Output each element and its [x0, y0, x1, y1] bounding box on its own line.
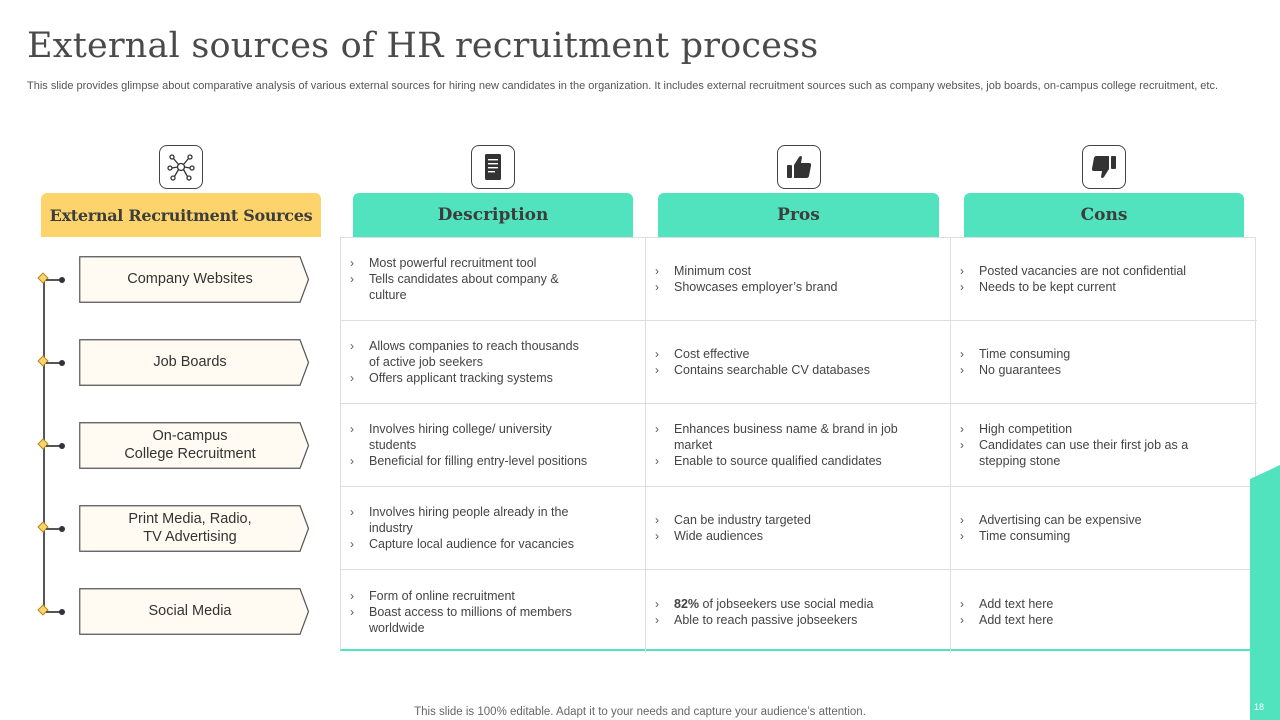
- source-name: Social Media: [148, 603, 232, 619]
- bullet-item: [349, 536, 589, 552]
- table-cell-cons: [951, 570, 1257, 653]
- source-name: Job Boards: [153, 354, 227, 370]
- bullet-item: [959, 528, 1229, 544]
- table-cell-pros: [646, 321, 951, 404]
- bullet-item: [959, 362, 1229, 378]
- bullet-text: Enable to source qualified candidates: [674, 454, 882, 468]
- cell-bullets: [959, 346, 1229, 378]
- chevron-right-icon: ›: [960, 529, 964, 543]
- bullet-text: Contains searchable CV databases: [674, 363, 870, 377]
- bullet-item: [654, 528, 924, 544]
- bullet-text: Time consuming: [979, 529, 1071, 543]
- chevron-right-icon: ›: [960, 422, 964, 436]
- chevron-right-icon: ›: [960, 280, 964, 294]
- comparison-table: [340, 237, 1256, 651]
- bullet-item: [959, 279, 1229, 295]
- chevron-right-icon: ›: [350, 422, 354, 436]
- bullet-text: Cost effective: [674, 347, 750, 361]
- chevron-right-icon: ›: [655, 454, 659, 468]
- network-icon: [159, 145, 203, 189]
- header-cons: Cons: [964, 193, 1244, 237]
- bullet-item: [349, 421, 589, 453]
- highlight-stat: 82%: [674, 596, 700, 611]
- bullet-text: Allows companies to reach thousands of active job seekers: [369, 339, 579, 369]
- chevron-right-icon: ›: [960, 264, 964, 278]
- chevron-right-icon: ›: [960, 513, 964, 527]
- bullet-text: Add text here: [979, 596, 1054, 611]
- chevron-right-icon: ›: [960, 438, 964, 452]
- chevron-right-icon: ›: [960, 363, 964, 377]
- source-label-box: [79, 588, 309, 634]
- source-label-box: [79, 256, 309, 302]
- cell-bullets: [654, 421, 924, 469]
- cell-bullets: [654, 596, 924, 628]
- timeline-node: [37, 355, 48, 366]
- header-sources: External Recruitment Sources: [41, 193, 321, 237]
- bullet-text: [674, 596, 873, 612]
- chevron-right-icon: ›: [655, 596, 659, 611]
- cell-bullets: [349, 421, 589, 469]
- bullet-item: [349, 255, 589, 271]
- chevron-right-icon: ›: [350, 454, 354, 468]
- cell-bullets: [349, 338, 589, 386]
- bullet-item: [959, 612, 1229, 628]
- page-number: 18: [1253, 702, 1264, 712]
- chevron-right-icon: ›: [960, 347, 964, 361]
- bullet-item: [349, 370, 589, 386]
- cell-bullets: [654, 512, 924, 544]
- bullet-text: Posted vacancies are not confidential: [979, 264, 1187, 278]
- chevron-right-icon: ›: [350, 371, 354, 385]
- bullet-item: [959, 263, 1229, 279]
- header-pros: Pros: [658, 193, 939, 237]
- bullet-text: High competition: [979, 422, 1073, 436]
- chevron-right-icon: ›: [655, 363, 659, 377]
- table-cell-cons: [951, 404, 1257, 487]
- chevron-right-icon: ›: [350, 272, 354, 286]
- chevron-right-icon: ›: [655, 264, 659, 278]
- bullet-text: Wide audiences: [674, 529, 763, 543]
- table-cell-cons: [951, 487, 1257, 570]
- bullet-item: [349, 588, 589, 604]
- table-cell-description: [341, 404, 646, 487]
- footer-note: This slide is 100% editable. Adapt it to your needs and capture your audience’s attention.: [414, 706, 866, 718]
- bullet-item: [959, 596, 1229, 612]
- bullet-text: Can be industry targeted: [674, 513, 811, 527]
- chevron-right-icon: ›: [960, 596, 964, 611]
- chevron-right-icon: ›: [960, 612, 964, 627]
- chevron-right-icon: ›: [655, 280, 659, 294]
- cell-bullets: [349, 588, 589, 636]
- bullet-text: Tells candidates about company & culture: [369, 272, 559, 302]
- table-cell-cons: [951, 238, 1257, 321]
- chevron-right-icon: ›: [655, 612, 659, 627]
- chevron-right-icon: ›: [350, 537, 354, 551]
- chevron-right-icon: ›: [655, 422, 659, 436]
- table-cell-description: [341, 321, 646, 404]
- source-name: Company Websites: [127, 271, 253, 287]
- table-cell-cons: [951, 321, 1257, 404]
- bullet-text: Add text here: [979, 612, 1054, 627]
- bullet-item: [349, 271, 589, 303]
- source-label-box: [79, 339, 309, 385]
- source-name: On-campus College Recruitment: [124, 428, 256, 462]
- timeline-dot: [59, 360, 65, 366]
- bullet-item: [959, 437, 1229, 469]
- bullet-text: Time consuming: [979, 347, 1071, 361]
- timeline-dot: [59, 526, 65, 532]
- bullet-text: Advertising can be expensive: [979, 513, 1142, 527]
- header-description: Description: [353, 193, 633, 237]
- table-cell-description: [341, 238, 646, 321]
- bullet-text: Offers applicant tracking systems: [369, 371, 553, 385]
- timeline-dot: [59, 277, 65, 283]
- bullet-text: Minimum cost: [674, 264, 752, 278]
- chevron-right-icon: ›: [655, 347, 659, 361]
- cell-bullets: [349, 504, 589, 552]
- source-name: Print Media, Radio, TV Advertising: [128, 511, 252, 545]
- table-cell-description: [341, 487, 646, 570]
- bullet-item: [654, 362, 924, 378]
- chevron-right-icon: ›: [655, 529, 659, 543]
- bullet-text: Involves hiring people already in the industry: [369, 505, 569, 535]
- bullet-item: [959, 421, 1229, 437]
- timeline-dot: [59, 609, 65, 615]
- source-label-box: [79, 422, 309, 468]
- bullet-text: Needs to be kept current: [979, 280, 1116, 294]
- chevron-right-icon: ›: [350, 588, 354, 603]
- table-cell-pros: [646, 238, 951, 321]
- bullet-item: [654, 612, 924, 628]
- thumbs-up-icon: [777, 145, 821, 189]
- decorative-corner: [1250, 465, 1280, 720]
- cell-bullets: [654, 263, 924, 295]
- table-cell-pros: [646, 404, 951, 487]
- bullet-item: [959, 346, 1229, 362]
- timeline-node: [37, 272, 48, 283]
- bullet-item: [349, 504, 589, 536]
- bullet-text: Involves hiring college/ university students: [369, 422, 552, 452]
- bullet-item: [654, 453, 924, 469]
- cell-bullets: [654, 346, 924, 378]
- chevron-right-icon: ›: [350, 339, 354, 353]
- timeline-node: [37, 521, 48, 532]
- bullet-item: [349, 338, 589, 370]
- bullet-item: [959, 512, 1229, 528]
- chevron-right-icon: ›: [350, 604, 354, 619]
- bullet-item: [654, 279, 924, 295]
- cell-bullets: [959, 421, 1229, 469]
- chevron-right-icon: ›: [350, 256, 354, 270]
- bullet-item: [349, 604, 589, 636]
- timeline-node: [37, 438, 48, 449]
- chevron-right-icon: ›: [655, 513, 659, 527]
- bullet-text: Form of online recruitment: [369, 588, 515, 603]
- bullet-item: [654, 346, 924, 362]
- bullet-item: [654, 421, 924, 453]
- cell-bullets: [959, 263, 1229, 295]
- page-title: External sources of HR recruitment process: [27, 26, 819, 66]
- table-cell-pros: [646, 570, 951, 653]
- document-icon: [471, 145, 515, 189]
- bullet-text: Capture local audience for vacancies: [369, 537, 574, 551]
- bullet-text: Able to reach passive jobseekers: [674, 612, 858, 627]
- bullet-text: Showcases employer’s brand: [674, 280, 838, 294]
- bullet-text: Enhances business name & brand in job market: [674, 422, 898, 452]
- bullet-text: Most powerful recruitment tool: [369, 256, 537, 270]
- table-cell-description: [341, 570, 646, 653]
- timeline-node: [37, 604, 48, 615]
- bullet-item: [654, 596, 924, 612]
- page-subtitle: This slide provides glimpse about comparative analysis of various external sources for hiring new candidates in the organization. It includes external recruitment sources such as company websites, job boards, on-campus college recruitment, etc.: [27, 80, 1219, 92]
- source-label-box: [79, 505, 309, 551]
- cell-bullets: [959, 596, 1229, 628]
- cell-bullets: [959, 512, 1229, 544]
- bullet-text: Boast access to millions of members worldwide: [369, 604, 572, 635]
- bullet-text: Beneficial for filling entry-level positions: [369, 454, 588, 468]
- bullet-text: No guarantees: [979, 363, 1062, 377]
- timeline-dot: [59, 443, 65, 449]
- thumbs-down-icon: [1082, 145, 1126, 189]
- bullet-text-rest: of jobseekers use social media: [699, 596, 874, 611]
- table-cell-pros: [646, 487, 951, 570]
- chevron-right-icon: ›: [350, 505, 354, 519]
- bullet-item: [654, 512, 924, 528]
- cell-bullets: [349, 255, 589, 303]
- bullet-item: [349, 453, 589, 469]
- bullet-text: Candidates can use their first job as a stepping stone: [979, 438, 1189, 468]
- bullet-item: [654, 263, 924, 279]
